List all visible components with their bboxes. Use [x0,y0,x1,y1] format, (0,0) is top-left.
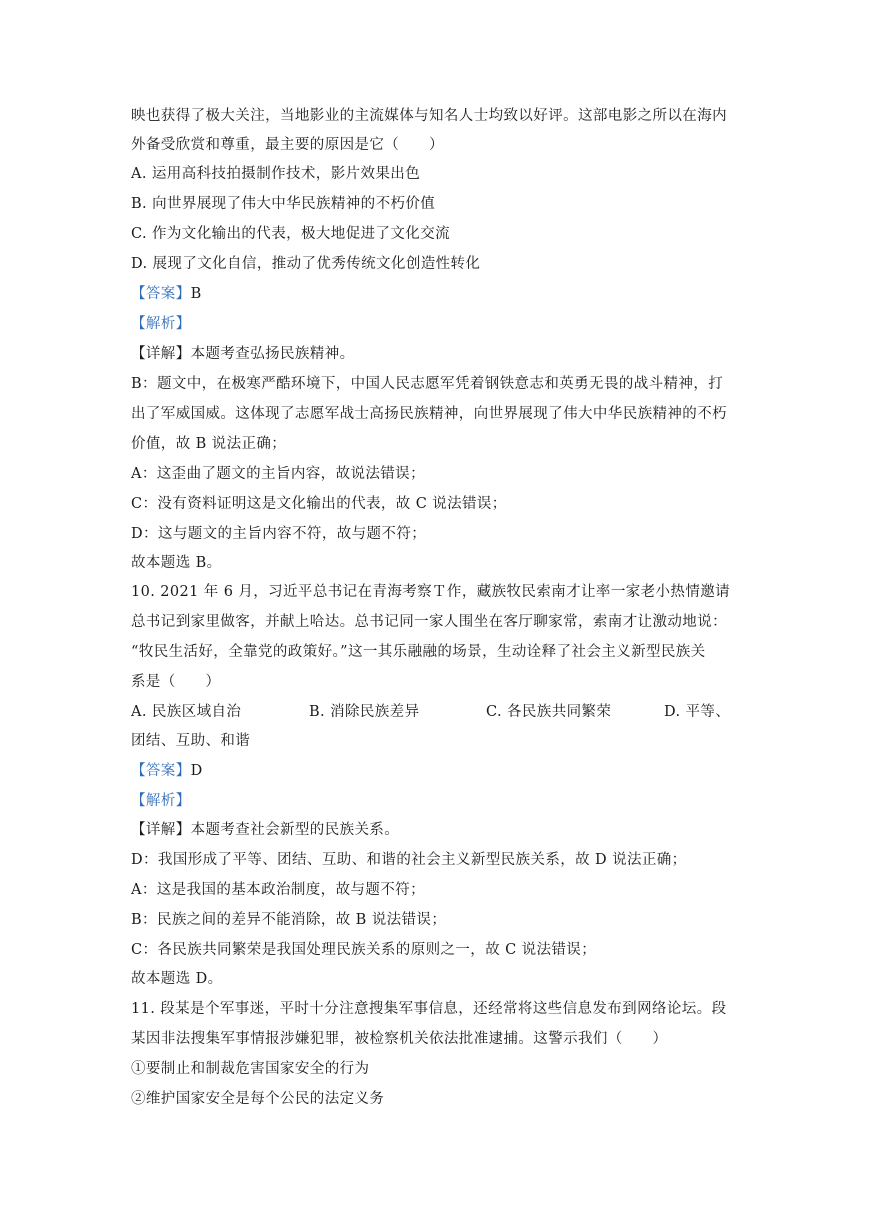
q9-option-d: D. 展现了文化自信，推动了优秀传统文化创造性转化 [131,256,481,272]
q9-option-c: C. 作为文化输出的代表，极大地促进了文化交流 [131,226,450,242]
q9-detail-line-6: C：没有资料证明这是文化输出的代表，故 C 说法错误； [131,496,507,512]
q10-stem-line-2: 总书记到家里做客，并献上哈达。总书记同一家人围坐在客厅聊家常，索南才让激动地说： [131,614,727,630]
q9-detail-line-5: A：这歪曲了题文的主旨内容，故说法错误； [131,466,425,482]
q9-detail-line-4: 价值，故 B 说法正确； [131,436,287,452]
q10-detail-line-2: D：我国形成了平等、团结、互助、和谐的社会主义新型民族关系，故 D 说法正确； [131,852,687,868]
q9-stem-line-1: 映也获得了极大关注，当地影业的主流媒体与知名人士均致以好评。这部电影之所以在海内 [131,108,727,124]
q10-detail-line-1: 【详解】本题考查社会新型的民族关系。 [131,822,400,838]
q9-answer [131,284,202,304]
q10-option-a: A. 民族区域自治 [131,704,242,720]
q10-answer [131,761,203,781]
q10-detail-line-4: B：民族之间的差异不能消除，故 B 说法错误； [131,912,447,928]
q11-stem-line-1: 11. 段某是个军事迷，平时十分注意搜集军事信息，还经常将这些信息发布到网络论坛。段 [131,1001,727,1017]
q10-detail-line-6: 故本题选 D。 [131,971,223,987]
answer-tag: 【答案】 [131,286,191,302]
q10-detail-line-5: C：各民族共同繁荣是我国处理民族关系的原则之一，故 C 说法错误； [131,942,597,958]
q10-option-d-continued: 团结、互助、和谐 [131,733,251,749]
q9-stem-line-2: 外备受欣赏和尊重，最主要的原因是它（ ） [131,137,444,153]
q9-option-b: B. 向世界展现了伟大中华民族精神的不朽价值 [131,196,436,212]
q10-option-c: C. 各民族共同繁荣 [486,704,612,720]
q9-detail-line-1: 【详解】本题考查弘扬民族精神。 [131,346,355,362]
answer-value: B [190,286,202,302]
q10-stem-line-1: 10. 2021 年 6 月，习近平总书记在青海考察Ｔ作，藏族牧民索南才让率一家老小热情邀请 [131,584,731,600]
q10-stem-line-3: “牧民生活好，全靠党的政策好。”这一其乐融融的场景，生动诠释了社会主义新型民族关 [131,644,706,660]
q9-analysis-tag: 【解析】 [131,316,191,332]
q11-item-1: ①要制止和制裁危害国家安全的行为 [131,1061,370,1077]
answer-value: D [190,763,203,779]
q10-analysis-tag: 【解析】 [131,793,191,809]
q9-option-a: A. 运用高科技拍摄制作技术，影片效果出色 [131,166,421,182]
answer-tag: 【答案】 [131,763,191,779]
q9-detail-line-8: 故本题选 B。 [131,555,222,571]
q10-detail-line-3: A：这是我国的基本政治制度，故与题不符； [131,882,425,898]
q11-stem-line-2: 某因非法搜集军事情报涉嫌犯罪，被检察机关依法批准逮捕。这警示我们（ ） [131,1031,668,1047]
q9-detail-line-7: D：这与题文的主旨内容不符，故与题不符； [131,526,427,542]
q10-stem-line-4: 系是（ ） [131,674,221,690]
q10-option-d: D. 平等、 [664,704,731,720]
q11-item-2: ②维护国家安全是每个公民的法定义务 [131,1091,385,1107]
q9-detail-line-2: B：题文中，在极寒严酷环境下，中国人民志愿军凭着钢铁意志和英勇无畏的战斗精神，打 [131,376,724,392]
q9-detail-line-3: 出了军威国威。这体现了志愿军战士高扬民族精神，向世界展现了伟大中华民族精神的不朽 [131,406,727,422]
q10-option-b: B. 消除民族差异 [309,704,420,720]
